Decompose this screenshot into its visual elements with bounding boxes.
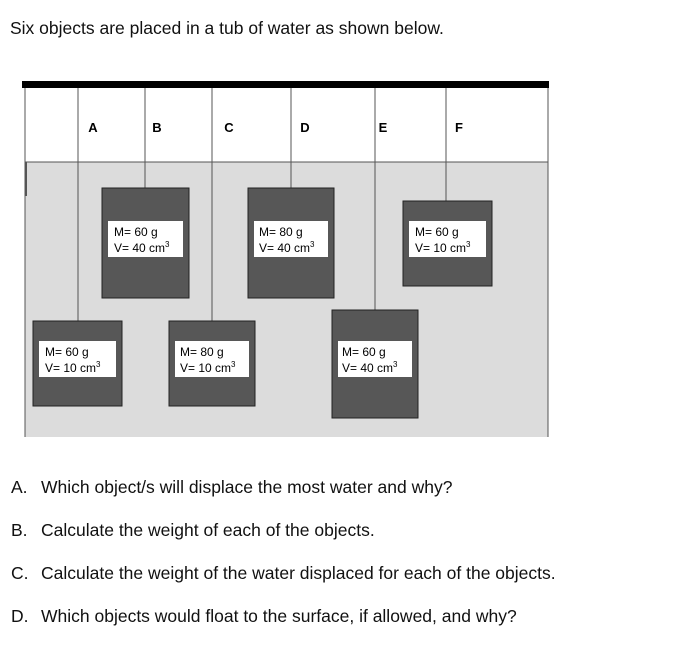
- svg-text:V= 40 cm3: V= 40 $cm^3$: [259, 240, 315, 255]
- question-a-text: Which object/s will displace the most water and why?: [41, 477, 453, 497]
- question-b: [11, 520, 375, 541]
- svg-text:V= 10 cm3: V= 10 $cm^3$: [45, 360, 101, 375]
- object-b: [102, 188, 189, 298]
- object-d: [248, 188, 334, 298]
- svg-text:M= 60 g: M= 60 g: [342, 345, 386, 359]
- question-a-letter: A.: [11, 477, 28, 497]
- svg-text:V= 40 cm3: V= 40 $cm^3$: [342, 360, 398, 375]
- question-c: [11, 563, 556, 584]
- question-c-letter: C.: [11, 563, 29, 583]
- svg-text:M= 80 g: M= 80 g: [259, 225, 303, 239]
- label-b: B: [152, 120, 162, 135]
- svg-text:V= 10 cm3: V= 10 $cm^3$: [415, 240, 471, 255]
- label-a: A: [88, 120, 98, 135]
- svg-text:M= 60 g: M= 60 g: [45, 345, 89, 359]
- label-e: E: [378, 120, 388, 135]
- label-d: D: [300, 120, 310, 135]
- svg-text:V= 40 cm3: V= 40 $cm^3$: [114, 240, 170, 255]
- object-e: [332, 310, 418, 418]
- svg-text:V= 10 cm3: V= 10 $cm^3$: [180, 360, 236, 375]
- question-d: [11, 606, 517, 627]
- question-d-letter: D.: [11, 606, 29, 626]
- question-a: [11, 477, 452, 498]
- svg-text:M= 60 g: M= 60 g: [114, 225, 158, 239]
- label-c: C: [224, 120, 234, 135]
- svg-text:M= 60 g: M= 60 g: [415, 225, 459, 239]
- question-d-text: Which objects would float to the surface, if allowed, and why?: [41, 606, 517, 626]
- object-f: [403, 201, 492, 286]
- question-b-letter: B.: [11, 520, 28, 540]
- object-c: [169, 321, 255, 406]
- label-f: F: [455, 120, 463, 135]
- svg-text:M= 80 g: M= 80 g: [180, 345, 224, 359]
- top-bar: [22, 81, 549, 88]
- intro-text: Six objects are placed in a tub of water as shown below.: [10, 18, 444, 38]
- object-a: [33, 321, 122, 406]
- question-b-text: Calculate the weight of each of the objects.: [41, 520, 375, 540]
- question-c-text: Calculate the weight of the water displaced for each of the objects.: [41, 563, 556, 583]
